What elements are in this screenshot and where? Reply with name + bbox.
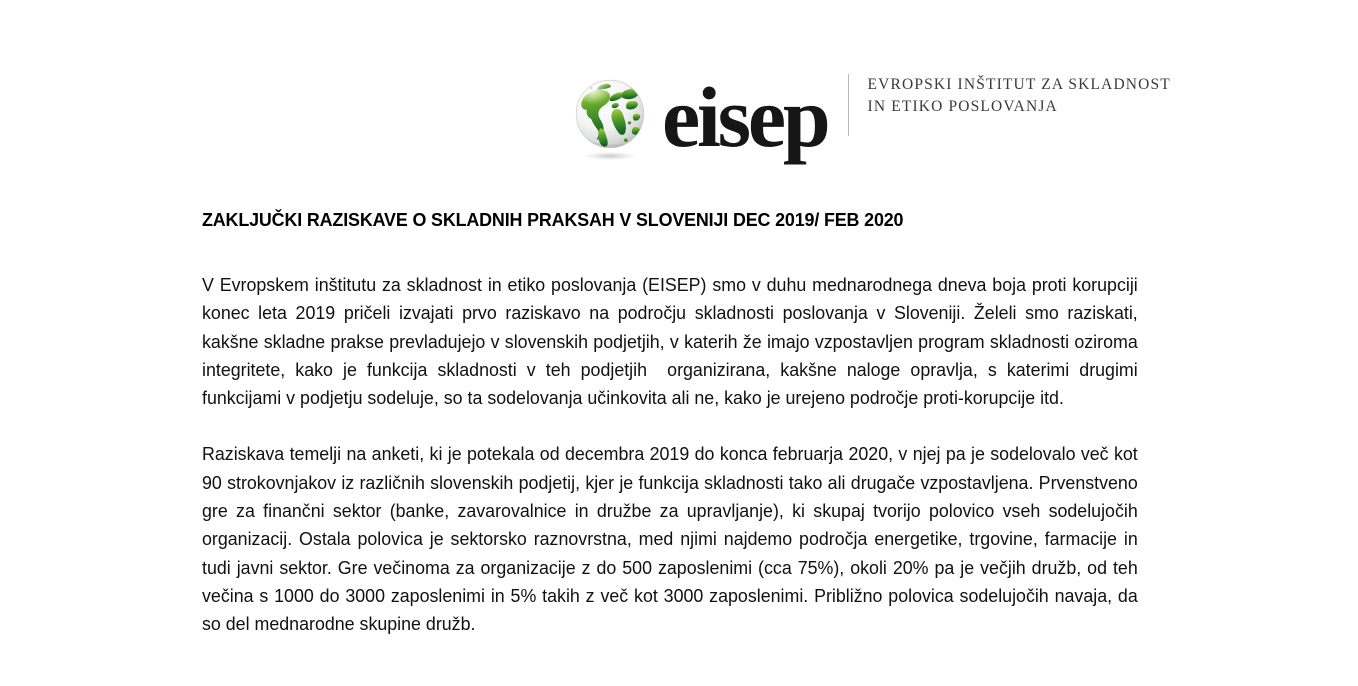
globe-icon [574,78,646,150]
brand-tagline [868,74,1171,119]
tagline-line-2: IN ETIKO POSLOVANJA [867,98,1058,116]
header-divider [848,74,849,136]
body-paragraph-1: V Evropskem inštitutu za skladnost in etiko poslovanja (EISEP) smo v duhu mednarodnega dneva boja proti korupciji konec leta 2019 pričeli izvajati prvo raziskavo na področju skladnosti poslovanja v Sloveniji. Želeli smo raziskati, kakšne skladne prakse prevladujejo v slovenskih podjetjih, v katerih že imajo vzpostavljen program skladnosti oziroma integritete, kako je funkcija skladnosti v teh podjetjih organizirana, kakšne naloge opravlja, s katerimi drugimi funkcijami v podjetju sodeluje, so ta sodelovanja učinkovita ali ne, kako je urejeno področje proti-korupcije itd. [202,275,1148,409]
brand-header [572,68,1171,172]
logo-wordmark: eisep [662,68,828,165]
globe-drop-shadow [584,152,636,160]
tagline-line-1: EVROPSKI INŠTITUT ZA SKLADNOST [867,76,1171,93]
body-paragraph-2: Raziskava temelji na anketi, ki je potekala od decembra 2019 do konca februarja 2020, v njej pa je sodelovalo več kot 90 strokovnjakov iz različnih slovenskih podjetij, kjer je funkcija skladnosti tako ali drugače vzpostavljena. Prvenstveno gre za finančni sektor (banke, zavarovalnice in družbe za upravljanje), ki skupaj tvorijo polovico vseh sodelujočih organizacij. Ostala polovica je sektorsko raznovrstna, med njimi najdemo področja energetike, trgovine, farmacije in tudi javni sektor. Gre večinoma za organizacije z do 500 zaposlenimi (cca 75%), okoli 20% pa je večjih družb, od teh večina s 1000 do 3000 zaposlenimi in 5% takih z več kot 3000 zaposlenimi. Približno polovica sodelujočih navaja, da so del mednarodne skupine družb. [202,444,1143,635]
page-title: ZAKLJUČKI RAZISKAVE O SKLADNIH PRAKSAH V SLOVENIJI DEC 2019/ FEB 2020 [202,209,904,230]
logo-globe [572,76,650,164]
document-body [202,207,1152,639]
